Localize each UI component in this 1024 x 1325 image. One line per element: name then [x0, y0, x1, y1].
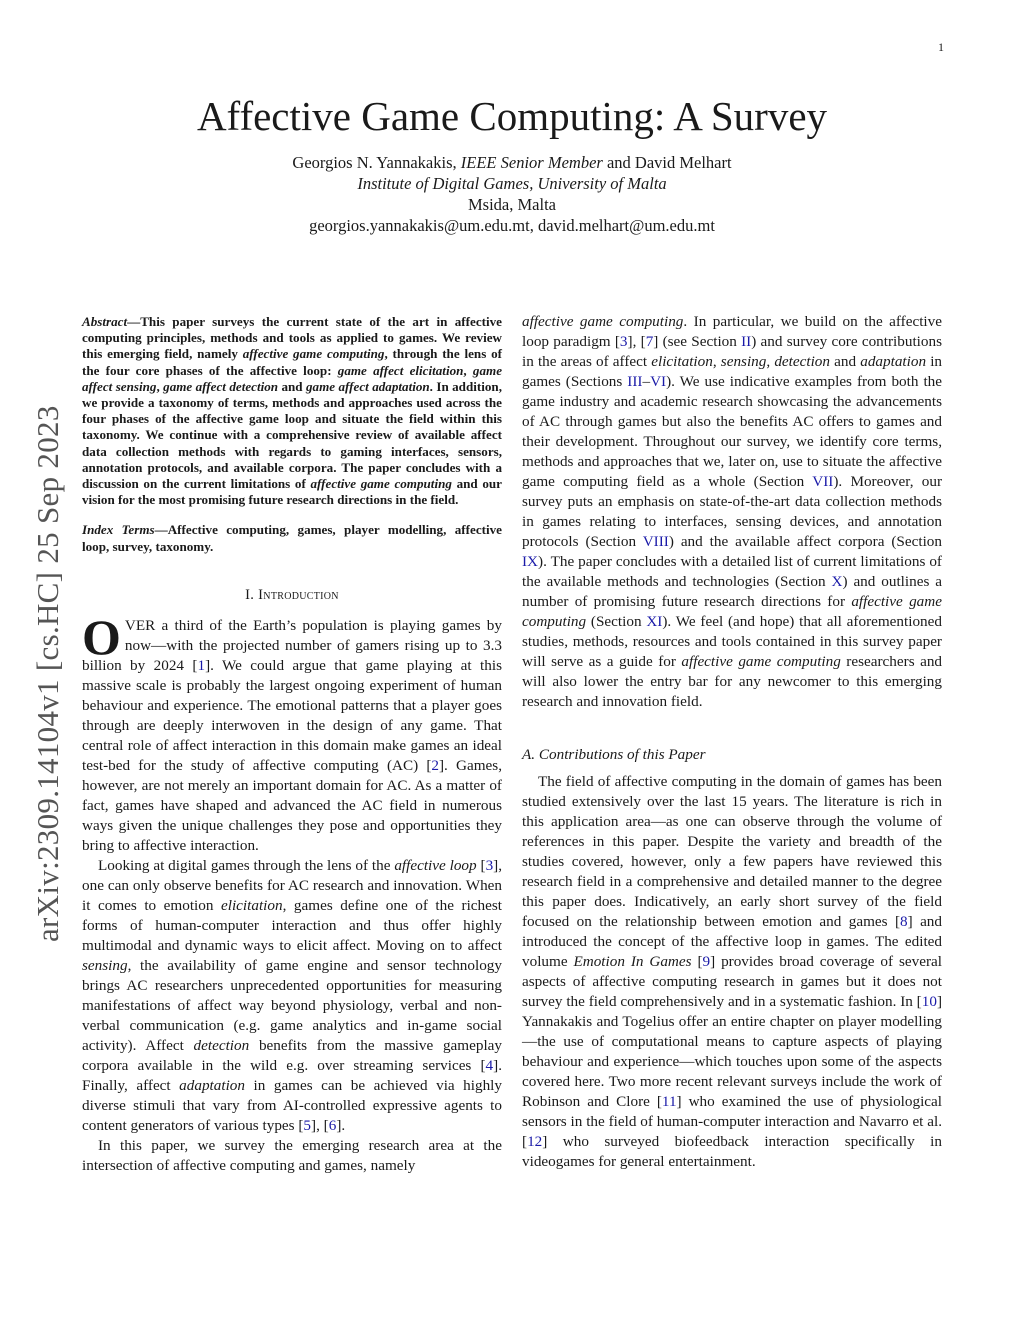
arxiv-stamp: arXiv:2309.14104v1 [cs.HC] 25 Sep 2023 [30, 405, 65, 942]
section-heading-introduction: I. Introduction [245, 586, 339, 603]
location: Msida, Malta [468, 195, 556, 214]
citation-link[interactable]: 8 [900, 913, 908, 930]
citation-link[interactable]: 2 [431, 756, 439, 774]
author-names: Georgios N. Yannakakis, IEEE Senior Member and David Melhart [292, 153, 732, 172]
section-link[interactable]: II [741, 333, 752, 350]
citation-link[interactable]: 6 [328, 1116, 337, 1134]
intro-paragraph-2: Looking at digital games through the lens of the affective loop [3], one can only observe benefits for AC research and innovation. When it comes to emotion elicitation, games define one of the richest forms of human-computer interaction and thus offer highly multimodal and dynamic ways to elicit affect. Moving on to affect sensing, the availability of game engine and sensor technology brings AC researchers unprecedented opportunities for measuring manifestations of affect way beyond physiology, verbal and non-verbal communication (e.g. game analytics and in-game social activity). Affect detection benefits from the massive gameplay corpora available in the wild e.g. over streaming services [4]. Finally, affect adaptation in games can be achieved via highly diverse stimuli that vary from AI-controlled expressive agents to content generators of various types [5], [6]. [82, 856, 503, 1134]
paper-title: Affective Game Computing: A Survey [196, 93, 828, 139]
author-block [0, 152, 1024, 236]
drop-cap: O [82, 608, 121, 665]
right-paragraph-1: affective game computing. In particular, we build on the affective loop paradigm [3], [7] (see Section II) and survey core contributions in the areas of affect elicitation, sensing, detection and adaptation in games (Sections III–VI). We use indicative examples from both the game industry and academic research showcasing the advancements of AC through games but also the benefits AC offers to games and their development. Throughout our survey, we identify core terms, methods and approaches that we, later on, use to situate the affective game computing field as a whole (Section VII). Moreover, our survey puts an emphasis on state-of-the-art data collection methods in games relating to interfaces, sensing devices, and annotation protocols (Section VIII) and the available affect corpora (Section IX). The paper concludes with a detailed list of current limitations of the available methods and technologies (Section X) and outlines a number of promising future research directions for affective game computing (Section XI). We feel (and hope) that all aforementioned studies, methods, resources and tools contained in this survey paper will serve as a guide for affective game computing researchers and will also lower the entry bar for any newcomer to this emerging research and innovation field. [522, 313, 943, 710]
section-link[interactable]: VI [650, 373, 667, 390]
section-link[interactable]: III [627, 373, 643, 390]
citation-link[interactable]: 12 [527, 1133, 543, 1150]
affiliation: Institute of Digital Games, University of Malta [357, 174, 667, 193]
intro-paragraph-3: In this paper, we survey the emerging research area at the intersection of affective computing and games, namely [82, 1136, 502, 1174]
citation-link[interactable]: 4 [485, 1056, 494, 1074]
right-column [522, 312, 942, 1172]
citation-link[interactable]: 5 [303, 1116, 312, 1134]
subsection-heading-contributions: A. Contributions of this Paper [522, 746, 706, 763]
left-column [82, 314, 502, 1176]
section-link[interactable]: X [831, 573, 843, 590]
author-emails: georgios.yannakakis@um.edu.mt, david.melhart@um.edu.mt [309, 216, 715, 235]
section-link[interactable]: IX [522, 553, 539, 570]
page-number: 1 [938, 40, 944, 54]
section-link[interactable]: XI [646, 613, 663, 630]
right-paragraph-2: The field of affective computing in the domain of games has been studied extensively over the last 15 years. The literature is rich in this application area—as one can observe through the volume of references in this paper. Despite the variety and breadth of the studies covered, however, only a few papers have reviewed this research field in a comprehensive and detailed manner to the degree this paper does. Indicatively, an early short survey of the field focused on the relationship between emotion and games [8] and introduced the concept of the affective loop in games. The edited volume Emotion In Games [9] provides broad coverage of several aspects of affective computing research in games but it does not survey the field comprehensively and in a systematic fashion. In [10] Yannakakis and Togelius offer an entire chapter on player modelling—the use of computational means to capture aspects of playing behaviour and experience—which touches upon some of the aspects covered here. Two more recent relevant surveys include the work of Robinson and Clore [11] who examined the use of physiological sensors in the field of human-computer interaction and Navarro et al. [12] who surveyed biofeedback interaction specifically in videogames for general entertainment. [522, 773, 942, 1170]
section-link[interactable]: VII [812, 473, 834, 490]
citation-link[interactable]: 7 [645, 333, 654, 350]
citation-link[interactable]: 1 [197, 656, 206, 674]
section-link[interactable]: VIII [642, 533, 669, 550]
citation-link[interactable]: 3 [485, 856, 494, 874]
citation-link[interactable]: 11 [661, 1093, 677, 1110]
citation-link[interactable]: 3 [619, 333, 628, 350]
index-terms: Index Terms—Affective computing, games, player modelling, affective loop, survey, taxonomy. [82, 522, 502, 554]
abstract: Abstract—This paper surveys the current state of the art in affective computing principles, methods and tools as applied to games. We review this emerging field, namely affective game computing, through the lens of the four core phases of the affective loop: game affect elicitation, game affect sensing, game affect detection and game affect adaptation. In addition, we provide a taxonomy of terms, methods and approaches used across the four phases of the affective game loop and situate the field within this taxonomy. We continue with a comprehensive review of available affect data collection methods with regards to gaming interfaces, sensors, annotation protocols, and available corpora. The paper concludes with a discussion on the current limitations of affective game computing and our vision for the most promising future research directions in the field. [82, 314, 503, 508]
citation-link[interactable]: 10 [921, 993, 937, 1010]
intro-paragraph-1: OVER a third of the Earth’s population is playing games by now—with the projected number of gamers rising up to 3.3 billion by 2024 [1]. We could argue that game playing at this massive scale is probably the largest ongoing experiment of human behaviour and experience. The emotional patterns that a player goes through are deeply interwoven in the design of any game. That central role of affect interaction in this domain make games an ideal test-bed for the study of affective computing (AC) [2]. Games, however, are not merely an important domain for AC. As a matter of fact, games have shaped and advanced the AC field in numerous ways given the unique challenges they pose and opportunities they bring to affective interaction. [82, 608, 502, 854]
citation-link[interactable]: 9 [702, 953, 711, 970]
